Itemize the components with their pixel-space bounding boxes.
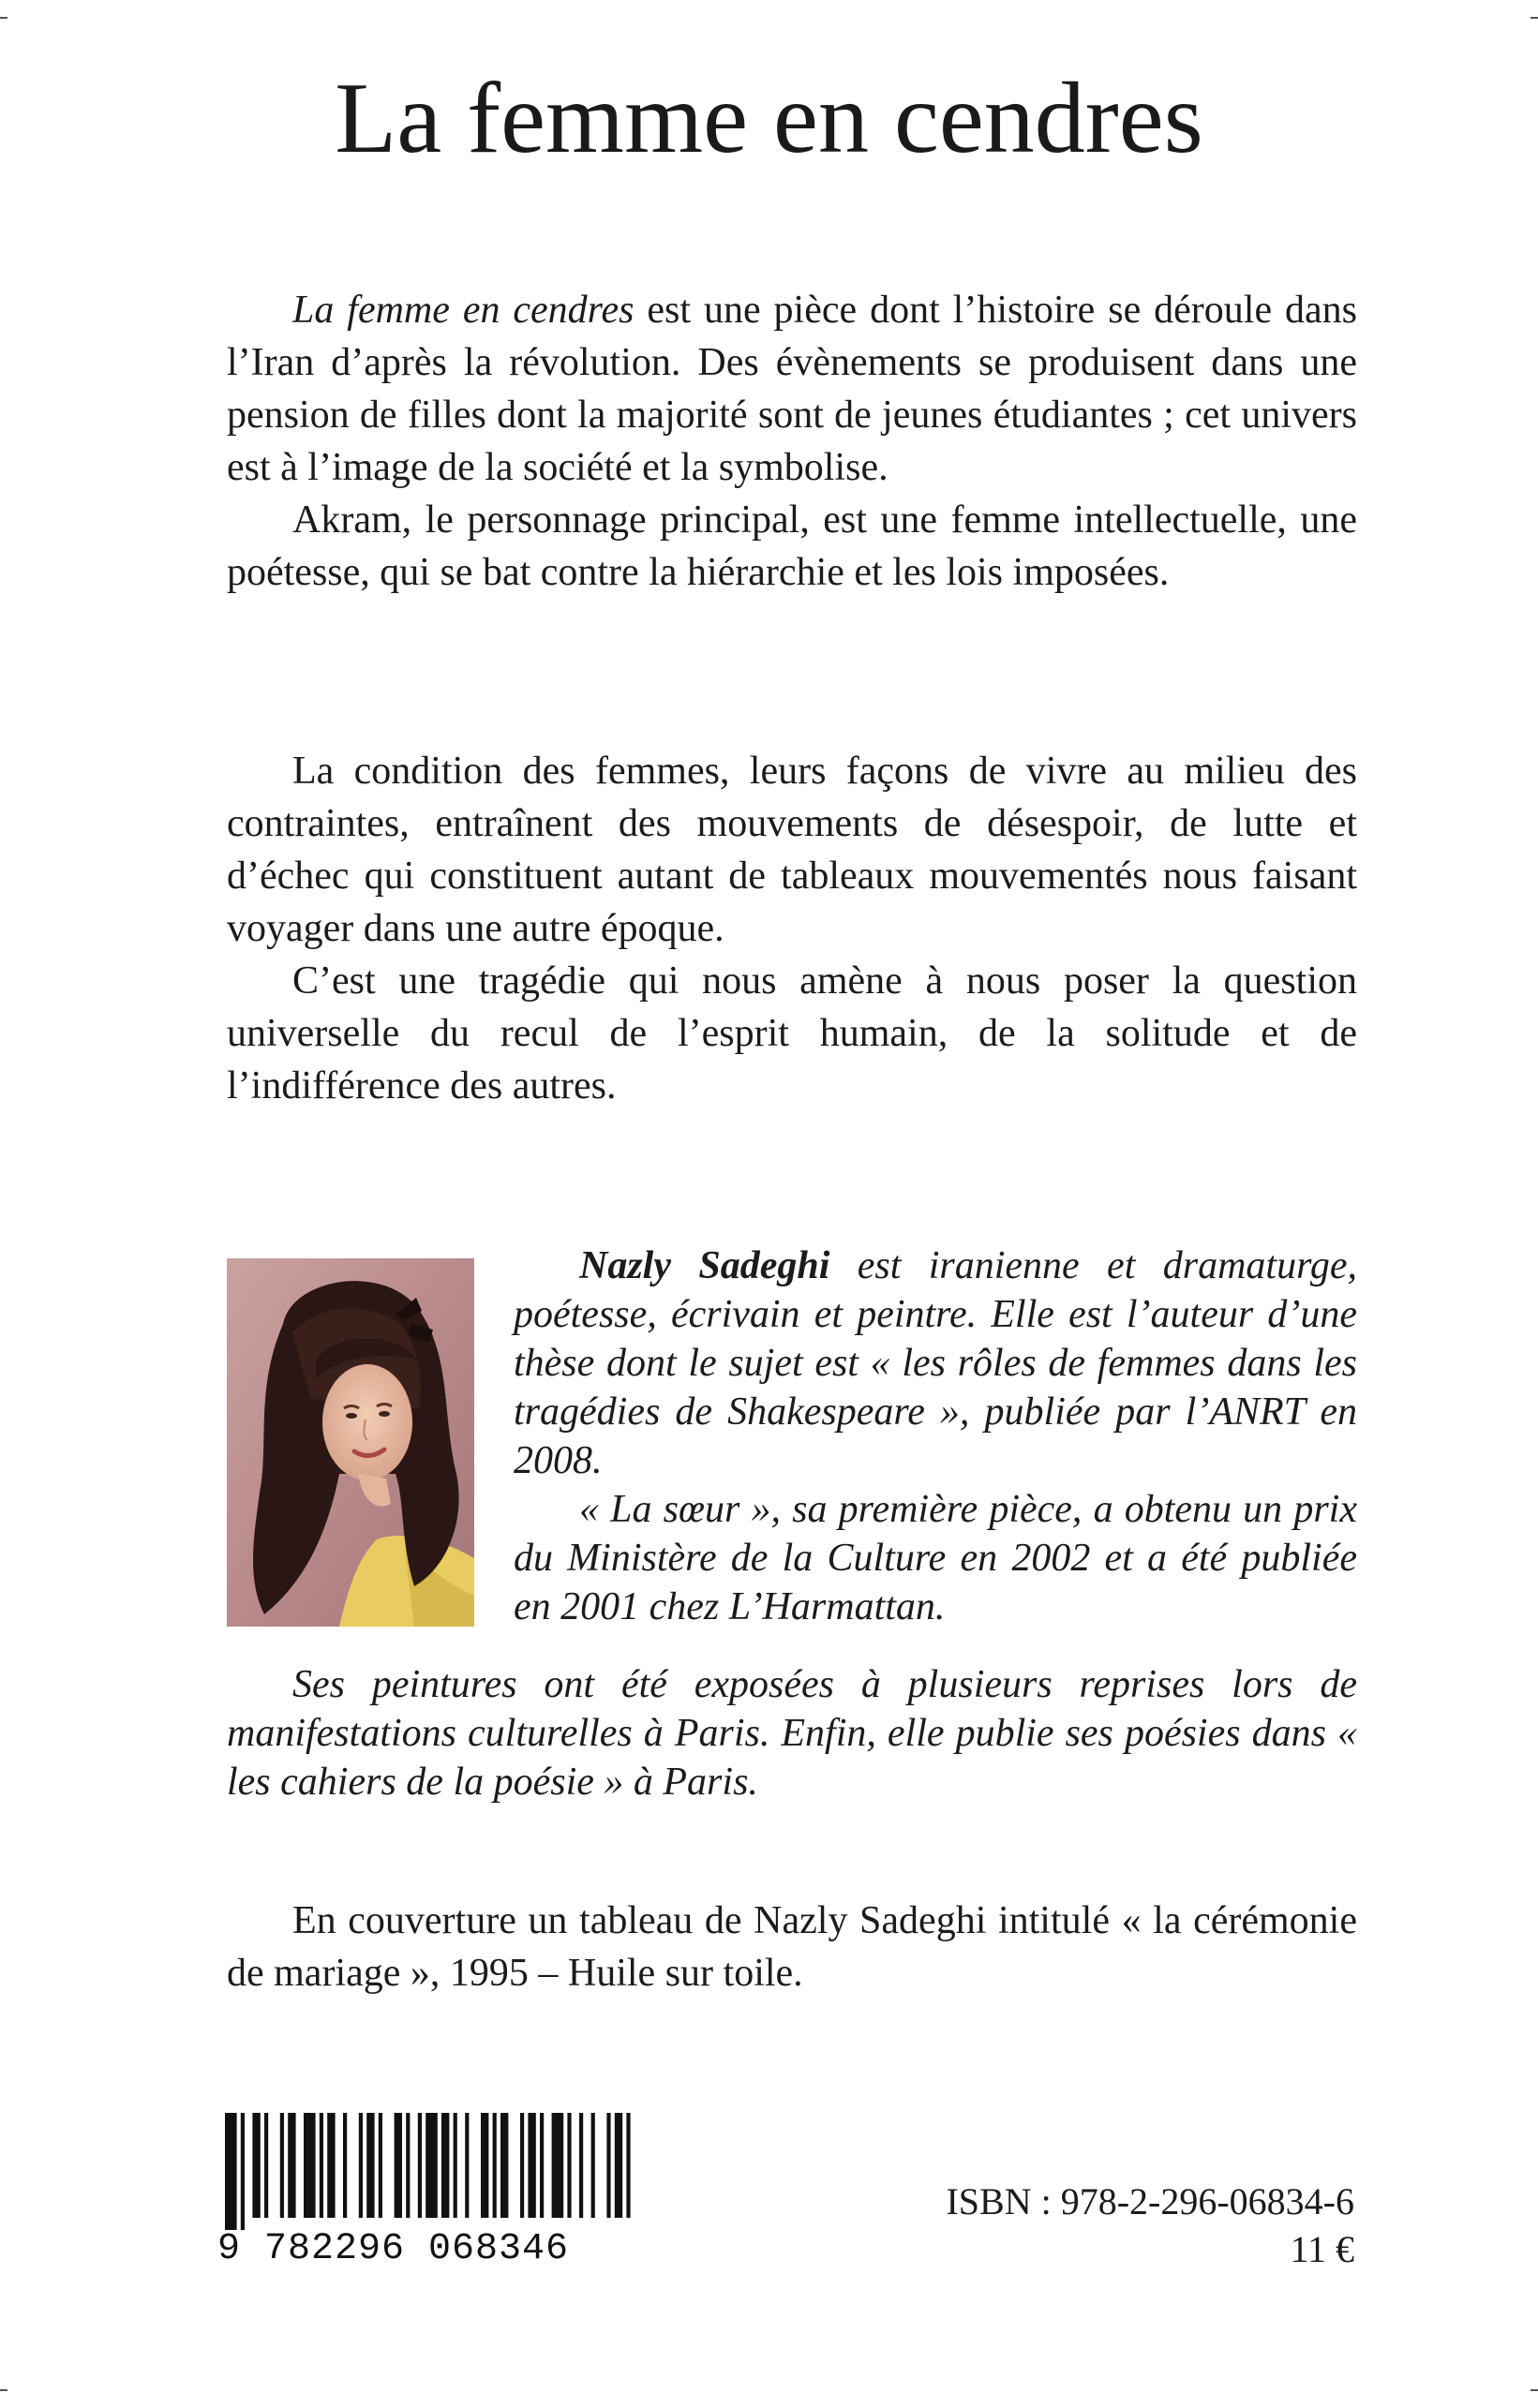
barcode-bar — [343, 2113, 347, 2218]
barcode-bar — [241, 2113, 245, 2230]
barcode-bar — [493, 2113, 497, 2218]
barcode-bar — [465, 2113, 469, 2218]
barcode-bar — [280, 2113, 284, 2218]
barcode-bar — [264, 2113, 268, 2218]
crop-mark-top-right — [1531, 17, 1538, 19]
synopsis-paragraph-3: La condition des femmes, leurs façons de vivre au milieu des contraintes, entraînent des mouvements de désespoir, de lutte et d’échec qui constituent autant de tableaux mouvementés nous faisant voyager dans une autre époque. — [227, 750, 1357, 950]
barcode-bar — [225, 2113, 237, 2230]
synopsis-paragraph-2: Akram, le personnage principal, est une femme intellectuelle, une poétesse, qui se bat contre la hiérarchie et les lois imposées. — [227, 498, 1357, 594]
barcode-bar — [252, 2113, 260, 2218]
barcode-bar — [626, 2113, 630, 2218]
barcode-bar — [418, 2113, 422, 2218]
barcode-bar — [606, 2113, 610, 2218]
bio-paragraph-1-text: est iranienne et dramaturge, poétesse, écrivain et peintre. Elle est l’auteur d’une thèse dont le sujet est « les rôles de femmes dans les tragédies de Shakespeare », publiée par l’ANRT en 2008. — [514, 1244, 1357, 1482]
barcode-bar — [366, 2113, 374, 2218]
barcode-bar — [327, 2113, 335, 2218]
crop-mark-bottom-right — [1531, 2389, 1538, 2391]
paintings-paragraph: Ses peintures ont été exposées à plusieurs reprises lors de manifestations culturelles à Paris. Enfin, elle publie ses poésies dans « les cahiers de la poésie » à Paris. — [227, 1663, 1357, 1804]
barcode-bar — [615, 2113, 622, 2218]
price: 11 € — [1290, 2228, 1354, 2270]
synopsis-paragraph-1 — [227, 284, 1357, 494]
crop-mark-top-left — [0, 17, 7, 19]
isbn-number: ISBN : 978-2-296-06834-6 — [946, 2180, 1354, 2222]
book-title: La femme en cendres — [335, 63, 1203, 174]
synopsis-paragraph-1-text: est une pièce dont l’histoire se déroule dans l’Iran d’après la révolution. Des évènements se produisent dans une pension de filles dont la majorité sont de jeunes étudiantes ; cet univers est à l’image de la société et la symbolise. — [227, 289, 1358, 489]
barcode-digits: 9 782296 068346 — [217, 2228, 570, 2270]
barcode-bar — [591, 2113, 595, 2218]
barcode-bar — [528, 2113, 535, 2218]
barcode-bar — [520, 2113, 524, 2218]
barcode-bar — [567, 2113, 571, 2218]
barcode-bar — [481, 2113, 488, 2218]
barcode-bar — [320, 2113, 323, 2218]
bio-paragraph-1 — [514, 1241, 1357, 1485]
barcode-bar — [454, 2113, 457, 2218]
title-reference: La femme en cendres — [292, 289, 635, 332]
barcode-bar — [552, 2113, 564, 2218]
barcode-bar — [540, 2113, 544, 2218]
barcode-bar — [579, 2113, 583, 2218]
synopsis-paragraph-4: C’est une tragédie qui nous amène à nous poser la question universelle du recul de l’esprit humain, de la solitude et de l’indifférence des autres. — [227, 959, 1357, 1107]
crop-mark-bottom-left — [0, 2389, 7, 2391]
author-name: Nazly Sadeghi — [579, 1244, 830, 1287]
cover-credit-paragraph: En couverture un tableau de Nazly Sadeghi intitulé « la cérémonie de mariage », 1995 – Huile sur toile. — [227, 1899, 1357, 1995]
barcode-bar — [426, 2113, 438, 2218]
barcode-bar — [304, 2113, 316, 2218]
barcode-bar — [406, 2113, 410, 2218]
barcode-bar — [359, 2113, 363, 2218]
author-photo — [227, 1258, 474, 1627]
synopsis-second — [227, 745, 1357, 1112]
barcode-bar — [395, 2113, 402, 2218]
synopsis-intro — [227, 284, 1357, 599]
barcode-bar — [288, 2113, 295, 2218]
barcode-bar — [441, 2113, 449, 2218]
barcode-bar — [379, 2113, 382, 2218]
author-bio — [514, 1241, 1357, 1631]
barcode-bar — [500, 2113, 508, 2218]
bio-paragraph-2: « La sœur », sa première pièce, a obtenu un prix du Ministère de la Culture en 2002 et a été publiée en 2001 chez L’Harmattan. — [514, 1488, 1357, 1628]
